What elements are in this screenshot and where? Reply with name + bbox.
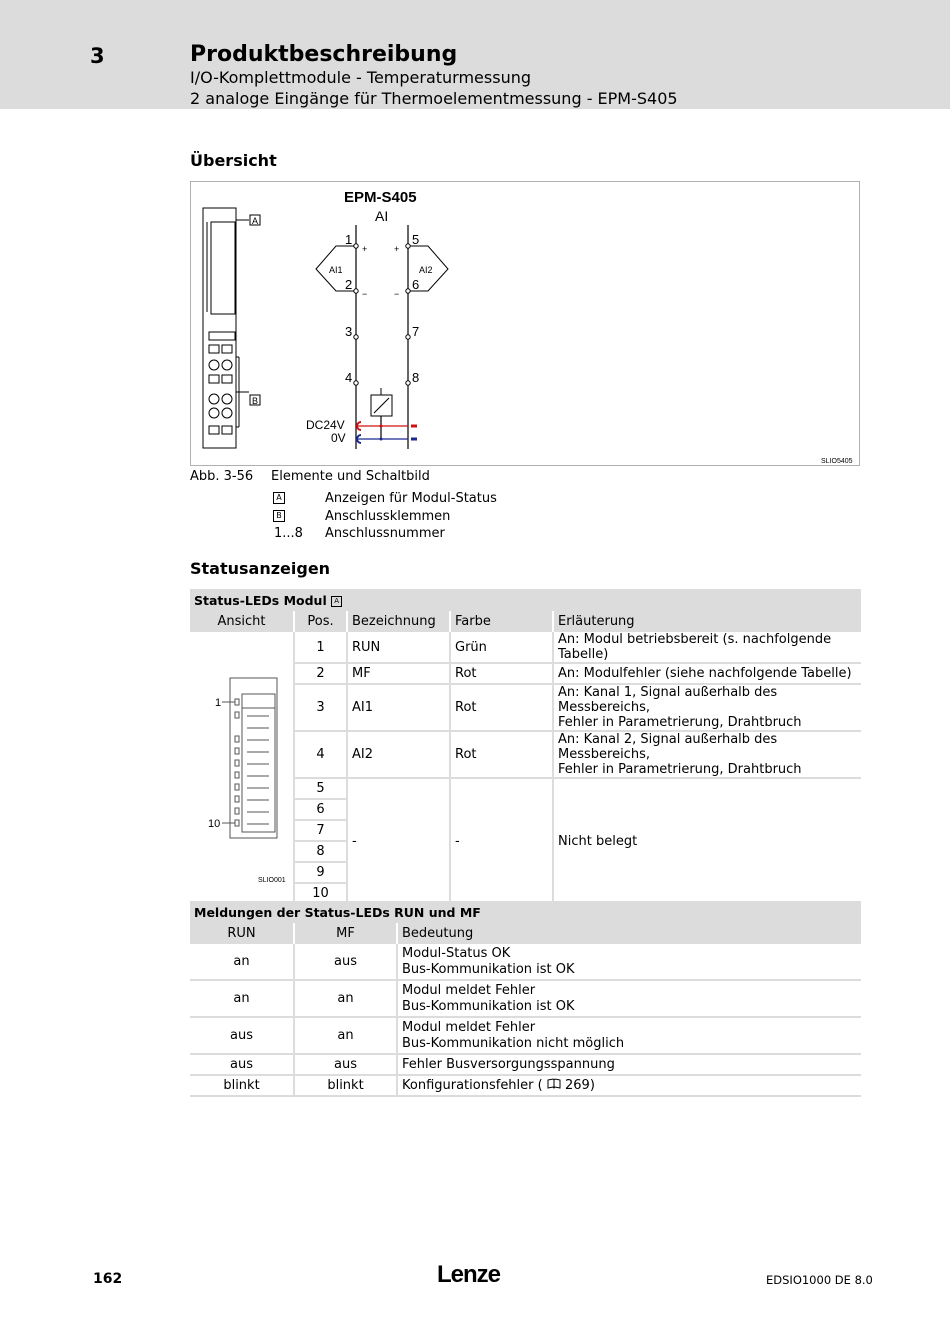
- col-ansicht: Ansicht: [190, 611, 293, 632]
- figure-box: [190, 181, 860, 466]
- color-cell: -: [449, 779, 552, 905]
- marker-a-label: A: [252, 216, 259, 226]
- run-cell: aus: [190, 1018, 293, 1055]
- col-mf: MF: [293, 923, 396, 944]
- led-view-label-10: 10: [208, 817, 221, 830]
- figure-code: SLIO5405: [821, 458, 853, 465]
- desc-line: Fehler in Parametrierung, Drahtbruch: [558, 715, 802, 730]
- color-cell: Rot: [449, 685, 552, 732]
- page-number: 162: [93, 1271, 123, 1287]
- led-view-cell: [190, 632, 293, 905]
- meaning-line: Bus-Kommunikation ist OK: [402, 961, 575, 977]
- col-farbe: Farbe: [449, 611, 552, 632]
- pin-8: 8: [412, 370, 420, 385]
- pos-cell: 1: [293, 632, 346, 664]
- name-cell: RUN: [346, 632, 449, 664]
- plus-1: +: [362, 244, 368, 254]
- desc-cell: An: Modulfehler (siehe nachfolgende Tabelle): [552, 664, 861, 685]
- table-row: [190, 1018, 861, 1055]
- caption-number: Abb. 3-56: [190, 469, 254, 484]
- name-cell: AI2: [346, 732, 449, 779]
- led-view-code: SLIO001: [258, 876, 286, 884]
- meaning-line: Modul meldet Fehler: [402, 1019, 536, 1035]
- color-cell: Grün: [449, 632, 552, 664]
- meaning-line: Modul-Status OK: [402, 945, 511, 961]
- caption-item-a: Anzeigen für Modul-Status: [325, 491, 497, 506]
- pos-cell: 2: [293, 664, 346, 685]
- desc-line: An: Kanal 1, Signal außerhalb des Messbereichs,: [558, 685, 778, 715]
- meaning-line: Bus-Kommunikation nicht möglich: [402, 1035, 625, 1051]
- name-cell: -: [346, 779, 449, 905]
- mf-cell: an: [293, 1018, 396, 1055]
- mf-cell: blinkt: [293, 1076, 396, 1097]
- meaning-cell: [396, 1018, 861, 1055]
- col-bezeichnung: Bezeichnung: [346, 611, 449, 632]
- led-view-label-1: 1: [215, 696, 222, 709]
- mf-cell: aus: [293, 1055, 396, 1076]
- messages-table-title: Meldungen der Status-LEDs RUN und MF: [190, 901, 861, 923]
- title-marker-a: A: [331, 596, 342, 607]
- marker-b-label: B: [252, 396, 259, 406]
- col-bedeutung: Bedeutung: [396, 923, 861, 944]
- caption-key-b: B: [273, 510, 285, 522]
- pos-cell: 9: [293, 863, 346, 884]
- minus-1: −: [362, 289, 368, 299]
- caption-key-a: A: [273, 492, 285, 504]
- module-name: EPM-S405: [344, 189, 417, 206]
- module-body: [356, 225, 408, 449]
- subtitle-2: 2 analoge Eingänge für Thermoelementmessung - EPM-S405: [190, 89, 678, 108]
- ai-label: AI: [375, 208, 389, 224]
- meaning-cell: Fehler Busversorgungsspannung: [396, 1055, 861, 1076]
- col-run: RUN: [190, 923, 293, 944]
- col-pos: Pos.: [293, 611, 346, 632]
- desc-cell: [552, 732, 861, 779]
- desc-cell: Nicht belegt: [552, 779, 861, 905]
- terminal-points: [354, 244, 410, 385]
- run-cell: an: [190, 944, 293, 981]
- mf-cell: aus: [293, 944, 396, 981]
- pin-7: 7: [412, 324, 420, 339]
- run-cell: aus: [190, 1055, 293, 1076]
- caption-text: Elemente und Schaltbild: [271, 469, 430, 484]
- meaning-page-ref[interactable]: 269): [565, 1078, 595, 1093]
- status-led-table: [190, 589, 861, 905]
- status-table-title: Status-LEDs Modul A: [190, 589, 861, 611]
- pin-4: 4: [345, 370, 353, 385]
- meaning-cell: [396, 944, 861, 981]
- zero-v-label: 0V: [331, 431, 346, 445]
- led-view-icon: [190, 648, 293, 888]
- col-erlaeuterung: Erläuterung: [552, 611, 861, 632]
- run-cell: blinkt: [190, 1076, 293, 1097]
- pos-cell: 7: [293, 821, 346, 842]
- chapter-title: Produktbeschreibung: [190, 42, 458, 67]
- module-side-view-icon: [203, 208, 249, 448]
- pin-6: 6: [412, 277, 420, 292]
- pin-1: 1: [345, 232, 353, 247]
- desc-line: Fehler in Parametrierung, Drahtbruch: [558, 762, 802, 777]
- document-id: EDSIO1000 DE 8.0: [766, 1273, 873, 1287]
- pos-cell: 4: [293, 732, 346, 779]
- meaning-cell: [396, 1076, 861, 1097]
- mf-cell: an: [293, 981, 396, 1018]
- regulator-icon: [371, 388, 392, 416]
- wiring-diagram: [191, 182, 861, 467]
- run-cell: an: [190, 981, 293, 1018]
- desc-cell: An: Modul betriebsbereit (s. nachfolgende Tabelle): [552, 632, 861, 664]
- pin-5: 5: [412, 232, 420, 247]
- pos-cell: 5: [293, 779, 346, 800]
- desc-line: An: Kanal 2, Signal außerhalb des Messbereichs,: [558, 732, 778, 762]
- lenze-logo: Lenze: [437, 1261, 501, 1288]
- meaning-line: Modul meldet Fehler: [402, 982, 536, 998]
- color-cell: Rot: [449, 664, 552, 685]
- pin-2: 2: [345, 277, 353, 292]
- overview-heading: Übersicht: [190, 151, 277, 170]
- messages-table: [190, 901, 861, 1097]
- caption-item-b: Anschlussklemmen: [325, 509, 451, 524]
- pos-cell: 10: [293, 884, 346, 905]
- pos-cell: 8: [293, 842, 346, 863]
- plus-2: +: [394, 244, 400, 254]
- meaning-cell: [396, 981, 861, 1018]
- subtitle-1: I/O-Komplettmodule - Temperaturmessung: [190, 68, 532, 87]
- desc-cell: [552, 685, 861, 732]
- table-row: [190, 944, 861, 981]
- dc24v-label: DC24V: [306, 418, 345, 432]
- chapter-number: 3: [90, 44, 105, 68]
- ch1-label: AI1: [329, 265, 343, 275]
- ch2-label: AI2: [419, 265, 433, 275]
- caption-key-range: 1...8: [274, 526, 303, 541]
- status-heading: Statusanzeigen: [190, 559, 331, 578]
- caption-item-range: Anschlussnummer: [325, 526, 445, 541]
- table-row: [190, 981, 861, 1018]
- name-cell: MF: [346, 664, 449, 685]
- pos-cell: 6: [293, 800, 346, 821]
- table-row: [190, 632, 861, 664]
- meaning-text: Konfigurationsfehler (: [402, 1078, 543, 1093]
- name-cell: AI1: [346, 685, 449, 732]
- pos-cell: 3: [293, 685, 346, 732]
- color-cell: Rot: [449, 732, 552, 779]
- meaning-line: Bus-Kommunikation ist OK: [402, 998, 575, 1014]
- table-row: [190, 1055, 861, 1076]
- table-row: [190, 1076, 861, 1097]
- minus-2: −: [394, 289, 400, 299]
- book-icon: [547, 1078, 561, 1093]
- pin-3: 3: [345, 324, 353, 339]
